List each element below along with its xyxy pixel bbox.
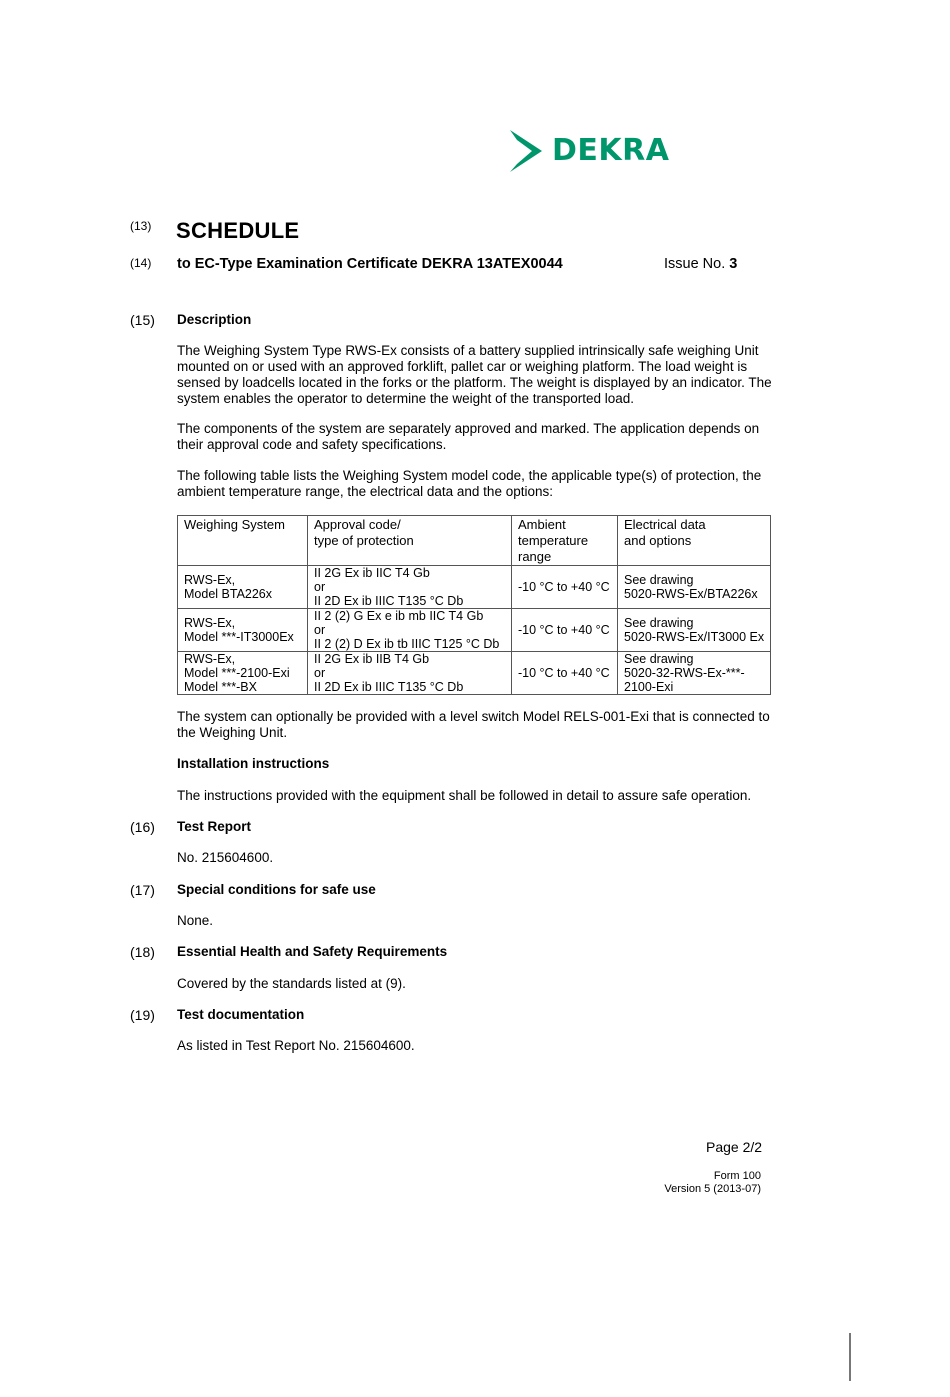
table-row [178,566,771,609]
special-conditions-heading: Special conditions for safe use [177,882,376,897]
dekra-arrow-icon [508,130,544,172]
installation-text: The instructions provided with the equipment shall be followed in detail to assure safe operation. [177,788,752,803]
table-row [178,652,771,695]
cell-temperature: -10 °C to +40 °C [512,609,618,652]
weighing-system-table [177,515,771,695]
form-version: Version 5 (2013-07) [664,1183,761,1195]
dekra-wordmark: DEKRA [552,133,670,168]
dekra-logo [508,130,669,172]
installation-heading: Installation instructions [177,756,330,771]
cell-system: RWS-Ex, Model BTA226x [178,566,308,609]
cell-approval: II 2G Ex ib IIB T4 Gb or II 2D Ex ib IIIC T135 °C Db [308,652,512,695]
cell-electrical: See drawing 5020-RWS-Ex/IT3000 Ex [618,609,771,652]
header-ambient-temperature: Ambient temperature range [512,516,618,566]
test-report-heading: Test Report [177,819,252,834]
ehsr-text: Covered by the standards listed at (9). [177,976,406,991]
section-number-18: (18) [130,944,155,960]
description-heading: Description [177,312,252,327]
test-documentation-text: As listed in Test Report No. 215604600. [177,1038,415,1053]
description-paragraph-3: The following table lists the Weighing System model code, the applicable type(s) of protection, the ambient temperature range, the electrical data and the options: [177,468,762,499]
section-number-17: (17) [130,882,155,898]
level-switch-paragraph: The system can optionally be provided with a level switch Model RELS-001-Exi that is connected to the Weighing Unit. [177,709,770,740]
table-row [178,609,771,652]
cell-temperature: -10 °C to +40 °C [512,566,618,609]
ehsr-heading: Essential Health and Safety Requirements [177,944,448,959]
special-conditions-text: None. [177,913,214,928]
section-number-19: (19) [130,1007,155,1023]
header-approval-code: Approval code/ type of protection [308,516,512,566]
issue-value: 3 [729,256,738,272]
issue-number [664,256,737,272]
description-paragraph-1: The Weighing System Type RWS-Ex consists of a battery supplied intrinsically safe weighing Unit mounted on or used with an approved forklift, pallet car or weighing platform. The load weight is sensed by loadcells located in the forks or the platform. The weight is displayed by an indicator. The system enables the operator to determine the weight of the transported load. [177,343,772,406]
page-number: Page 2/2 [706,1139,763,1155]
section-number-15: (15) [130,312,155,328]
cell-approval: II 2G Ex ib IIC T4 Gb or II 2D Ex ib IIIC T135 °C Db [308,566,512,609]
form-number: Form 100 [713,1170,761,1182]
margin-rule [849,1333,851,1381]
section-number-16: (16) [130,819,155,835]
section-number-13: (13) [130,219,152,233]
section-number-14: (14) [130,256,152,270]
cell-system: RWS-Ex, Model ***-2100-Exi Model ***-BX [178,652,308,695]
test-report-number: No. 215604600. [177,850,274,865]
cell-system: RWS-Ex, Model ***-IT3000Ex [178,609,308,652]
cell-temperature: -10 °C to +40 °C [512,652,618,695]
description-paragraph-2: The components of the system are separately approved and marked. The application depends on their approval code and safety specifications. [177,421,760,452]
schedule-title: SCHEDULE [176,218,300,243]
test-documentation-heading: Test documentation [177,1007,305,1022]
table-header-row [178,516,771,566]
header-electrical-data: Electrical data and options [618,516,771,566]
issue-label: Issue No. [664,256,726,272]
cell-electrical: See drawing 5020-32-RWS-Ex-***- 2100-Exi [618,652,771,695]
cell-approval: II 2 (2) G Ex e ib mb IIC T4 Gb or II 2 (2) D Ex ib tb IIIC T125 °C Db [308,609,512,652]
cell-electrical: See drawing 5020-RWS-Ex/BTA226x [618,566,771,609]
certificate-reference: to EC-Type Examination Certificate DEKRA 13ATEX0044 [177,256,563,272]
header-weighing-system: Weighing System [178,516,308,566]
form-info [640,1170,761,1196]
